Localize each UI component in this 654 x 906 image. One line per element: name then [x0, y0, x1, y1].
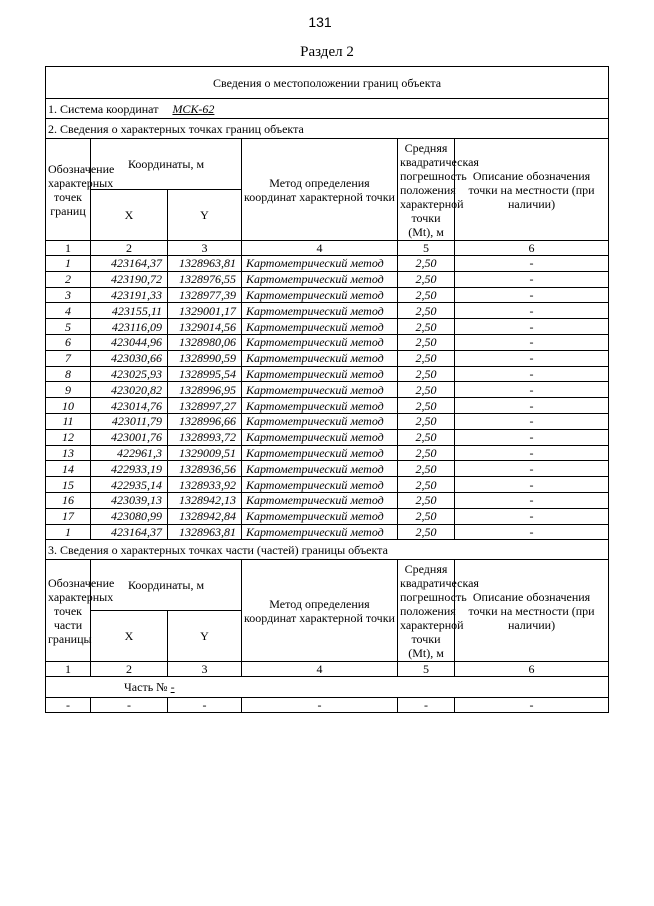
table-row [46, 508, 609, 524]
header-y: Y [168, 190, 242, 241]
point-number: 12 [46, 429, 91, 445]
description: - [455, 413, 609, 429]
description: - [455, 429, 609, 445]
table-row [46, 429, 609, 445]
part-header-description: Описание обозначения точки на местности (при наличии) [455, 560, 609, 662]
table-row [46, 524, 609, 540]
column-numbers-row [46, 241, 609, 256]
coord-y: 1328977,39 [168, 287, 242, 303]
accuracy: 2,50 [398, 461, 455, 477]
coord-y: 1328933,92 [168, 477, 242, 493]
coord-x: 423025,93 [91, 366, 168, 382]
accuracy: 2,50 [398, 524, 455, 540]
description: - [455, 350, 609, 366]
table-row [46, 256, 609, 272]
accuracy: 2,50 [398, 382, 455, 398]
description: - [455, 303, 609, 319]
method: Картометрический метод [242, 461, 398, 477]
table-row [46, 334, 609, 350]
table-row [46, 366, 609, 382]
method: Картометрический метод [242, 508, 398, 524]
coord-x: 423020,82 [91, 382, 168, 398]
point-number: 9 [46, 382, 91, 398]
coord-x: 423044,96 [91, 334, 168, 350]
column-number: 5 [398, 662, 455, 677]
accuracy: 2,50 [398, 477, 455, 493]
column-number: 3 [168, 662, 242, 677]
part-header-coordinates: Координаты, м [91, 560, 242, 611]
method: Картометрический метод [242, 350, 398, 366]
point-number: 2 [46, 271, 91, 287]
description: - [455, 271, 609, 287]
coord-x: 423155,11 [91, 303, 168, 319]
description: - [455, 398, 609, 414]
table-row [46, 398, 609, 414]
coord-x: 423190,72 [91, 271, 168, 287]
table-title: Сведения о местоположении границ объекта [46, 67, 609, 99]
method: Картометрический метод [242, 382, 398, 398]
coord-x: 423030,66 [91, 350, 168, 366]
coord-y: 1328942,84 [168, 508, 242, 524]
part-column-numbers-row [46, 662, 609, 677]
accuracy: 2,50 [398, 271, 455, 287]
coord-x: 423080,99 [91, 508, 168, 524]
coord-y: 1328936,56 [168, 461, 242, 477]
method: Картометрический метод [242, 429, 398, 445]
description: - [455, 461, 609, 477]
coord-x: 423164,37 [91, 256, 168, 272]
coordinate-system-label: 1. Система координат [48, 101, 159, 116]
part-section-title: 3. Сведения о характерных точках части (частей) границы объекта [46, 540, 609, 560]
part-header-method: Метод определения координат характерной точки [242, 560, 398, 662]
header-method: Метод определения координат характерной точки [242, 139, 398, 241]
part-blank-cell: - [168, 698, 242, 713]
point-number: 13 [46, 445, 91, 461]
table-row [46, 319, 609, 335]
column-number: 1 [46, 662, 91, 677]
coord-x: 423191,33 [91, 287, 168, 303]
accuracy: 2,50 [398, 287, 455, 303]
coord-x: 423039,13 [91, 492, 168, 508]
header-coordinates: Координаты, м [91, 139, 242, 190]
description: - [455, 445, 609, 461]
method: Картометрический метод [242, 287, 398, 303]
part-blank-cell: - [398, 698, 455, 713]
coord-y: 1329009,51 [168, 445, 242, 461]
description: - [455, 334, 609, 350]
description: - [455, 366, 609, 382]
coord-y: 1328963,81 [168, 256, 242, 272]
description: - [455, 319, 609, 335]
coord-y: 1328996,95 [168, 382, 242, 398]
coord-x: 422933,19 [91, 461, 168, 477]
coord-y: 1328976,55 [168, 271, 242, 287]
method: Картометрический метод [242, 303, 398, 319]
part-label: Часть № [124, 680, 168, 695]
coord-y: 1328996,66 [168, 413, 242, 429]
method: Картометрический метод [242, 524, 398, 540]
method: Картометрический метод [242, 413, 398, 429]
points-section-title: 2. Сведения о характерных точках границ объекта [46, 119, 609, 139]
column-number: 4 [242, 241, 398, 256]
description: - [455, 508, 609, 524]
point-number: 7 [46, 350, 91, 366]
description: - [455, 256, 609, 272]
method: Картометрический метод [242, 492, 398, 508]
column-number: 5 [398, 241, 455, 256]
part-blank-cell: - [455, 698, 609, 713]
point-number: 17 [46, 508, 91, 524]
coord-y: 1328963,81 [168, 524, 242, 540]
accuracy: 2,50 [398, 319, 455, 335]
page-number: 131 [308, 14, 332, 30]
table-row [46, 445, 609, 461]
column-number: 4 [242, 662, 398, 677]
table-row [46, 492, 609, 508]
description: - [455, 287, 609, 303]
method: Картометрический метод [242, 366, 398, 382]
accuracy: 2,50 [398, 445, 455, 461]
method: Картометрический метод [242, 271, 398, 287]
header-description: Описание обозначения точки на местности (при наличии) [455, 139, 609, 241]
coord-x: 423011,79 [91, 413, 168, 429]
accuracy: 2,50 [398, 350, 455, 366]
table-row [46, 461, 609, 477]
table-row [46, 477, 609, 493]
point-number: 6 [46, 334, 91, 350]
header-x: X [91, 190, 168, 241]
part-header-y: Y [168, 611, 242, 662]
method: Картометрический метод [242, 398, 398, 414]
boundary-table [45, 66, 609, 713]
coord-x: 423164,37 [91, 524, 168, 540]
table-row [46, 382, 609, 398]
part-blank-row [46, 698, 609, 713]
column-number: 1 [46, 241, 91, 256]
coord-y: 1328993,72 [168, 429, 242, 445]
coord-x: 422935,14 [91, 477, 168, 493]
part-label-row [46, 677, 609, 698]
accuracy: 2,50 [398, 303, 455, 319]
accuracy: 2,50 [398, 508, 455, 524]
coord-y: 1328995,54 [168, 366, 242, 382]
coord-x: 423014,76 [91, 398, 168, 414]
method: Картометрический метод [242, 256, 398, 272]
coord-y: 1329001,17 [168, 303, 242, 319]
accuracy: 2,50 [398, 398, 455, 414]
table-row [46, 413, 609, 429]
column-number: 3 [168, 241, 242, 256]
point-number: 11 [46, 413, 91, 429]
coord-y: 1328997,27 [168, 398, 242, 414]
point-number: 8 [46, 366, 91, 382]
part-blank-cell: - [242, 698, 398, 713]
header-accuracy: Средняя квадратическая погрешность положения характерной точки (Mt), м [398, 139, 455, 241]
point-number: 1 [46, 256, 91, 272]
accuracy: 2,50 [398, 413, 455, 429]
part-blank-cell: - [46, 698, 91, 713]
coord-y: 1328942,13 [168, 492, 242, 508]
accuracy: 2,50 [398, 366, 455, 382]
column-number: 6 [455, 241, 609, 256]
table-row [46, 303, 609, 319]
column-number: 6 [455, 662, 609, 677]
point-number: 5 [46, 319, 91, 335]
method: Картометрический метод [242, 477, 398, 493]
column-number: 2 [91, 241, 168, 256]
description: - [455, 477, 609, 493]
part-number: - [170, 680, 175, 695]
accuracy: 2,50 [398, 334, 455, 350]
table-row [46, 271, 609, 287]
point-number: 4 [46, 303, 91, 319]
coord-y: 1328980,06 [168, 334, 242, 350]
point-number: 16 [46, 492, 91, 508]
description: - [455, 382, 609, 398]
point-number: 1 [46, 524, 91, 540]
coord-y: 1328990,59 [168, 350, 242, 366]
coord-x: 423001,76 [91, 429, 168, 445]
part-header-x: X [91, 611, 168, 662]
part-blank-cell: - [91, 698, 168, 713]
point-number: 14 [46, 461, 91, 477]
point-number: 3 [46, 287, 91, 303]
part-header-accuracy: Средняя квадратическая погрешность положения характерной точки (Mt), м [398, 560, 455, 662]
point-number: 10 [46, 398, 91, 414]
accuracy: 2,50 [398, 429, 455, 445]
method: Картометрический метод [242, 319, 398, 335]
table-row [46, 287, 609, 303]
point-number: 15 [46, 477, 91, 493]
coord-y: 1329014,56 [168, 319, 242, 335]
method: Картометрический метод [242, 445, 398, 461]
table-row [46, 350, 609, 366]
method: Картометрический метод [242, 334, 398, 350]
header-designation: Обозначение характерных точек границ [46, 139, 91, 241]
part-header-designation: Обозначение характерных точек части границы [46, 560, 91, 662]
coordinate-system-row [46, 99, 609, 119]
accuracy: 2,50 [398, 492, 455, 508]
accuracy: 2,50 [398, 256, 455, 272]
section-title: Раздел 2 [300, 44, 354, 60]
coordinate-system-value: МСК-62 [172, 101, 215, 116]
coord-x: 422961,3 [91, 445, 168, 461]
description: - [455, 524, 609, 540]
description: - [455, 492, 609, 508]
column-number: 2 [91, 662, 168, 677]
coord-x: 423116,09 [91, 319, 168, 335]
